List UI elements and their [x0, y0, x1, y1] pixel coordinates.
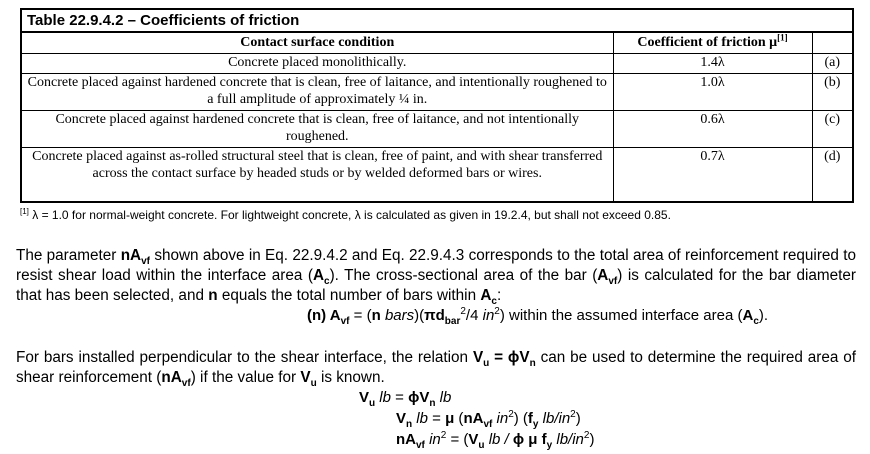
paragraph-parameter: The parameter $nA_{vf}$ shown above in Eq. 22.9.4.2 and Eq. 22.9.4.3 corresponds to the total area of reinforcement required to resist shear load within the interface area $(A_c)$. The cross-sectional area of the bar $(A_{vf})$ is calculated for the bar diameter that has been selected, and n equals the total number of bars within $A_c$: [16, 247, 856, 308]
table-row [22, 111, 852, 148]
coefficients-table [22, 33, 852, 201]
table-row [22, 74, 852, 111]
row-label: (a) [812, 54, 852, 74]
header-label [812, 33, 852, 54]
row-condition: Concrete placed monolithically. [22, 54, 613, 74]
friction-table [20, 8, 854, 203]
row-label: (c) [812, 111, 852, 148]
paragraph-perpendicular: For bars installed perpendicular to the shear interface, the relation $V_u = \phi V_n$ can be used to determine the required area of shear reinforcement $(nA_{vf})$ if the value for $V_u$ is known. [16, 349, 856, 390]
equation-vu: $V_u$ lb = $\phi V_n$ lb [359, 389, 452, 409]
header-condition: Contact surface condition [22, 33, 613, 54]
row-coefficient: 0.6λ [613, 111, 812, 148]
equation-bar-area: (n) $A_{vf} = (n$ $bars)(\pi d_{bar}^2/4$ $in^2$) within the assumed interface area $(A_c)$. [307, 306, 769, 327]
row-condition: Concrete placed against hardened concrete that is clean, free of laitance, and not intentionally roughened. [22, 111, 613, 148]
equation-vn: $V_n$ lb = μ ($nA_{vf}$ $in^2$) ($f_y$ $lb/in^2$) [396, 409, 581, 430]
equation-nAvf: $nA_{vf}$ $in^2 = (V_u$ lb / ϕ μ $f_y$ $lb/in^2$) [396, 430, 595, 451]
row-coefficient: 1.4λ [613, 54, 812, 74]
table-header-row [22, 33, 852, 54]
row-label: (d) [812, 148, 852, 202]
row-coefficient: 1.0λ [613, 74, 812, 111]
row-coefficient: 0.7λ [613, 148, 812, 202]
table-footnote: [1] λ = 1.0 for normal-weight concrete. For lightweight concrete, λ is calculated as given in 19.2.4, but shall not exceed 0.85. [20, 207, 671, 222]
row-label: (b) [812, 74, 852, 111]
table-row [22, 148, 852, 202]
row-condition: Concrete placed against hardened concrete that is clean, free of laitance, and intentionally roughened to a full amplitude of approximately ¼ in. [22, 74, 613, 111]
table-row [22, 54, 852, 74]
row-condition: Concrete placed against as-rolled structural steel that is clean, free of paint, and with shear transferred across the contact surface by headed studs or by welded deformed bars or wires. [22, 148, 613, 202]
header-coefficient: Coefficient of friction μ[1] [613, 33, 812, 54]
table-title: Table 22.9.4.2 – Coefficients of friction [22, 10, 852, 33]
